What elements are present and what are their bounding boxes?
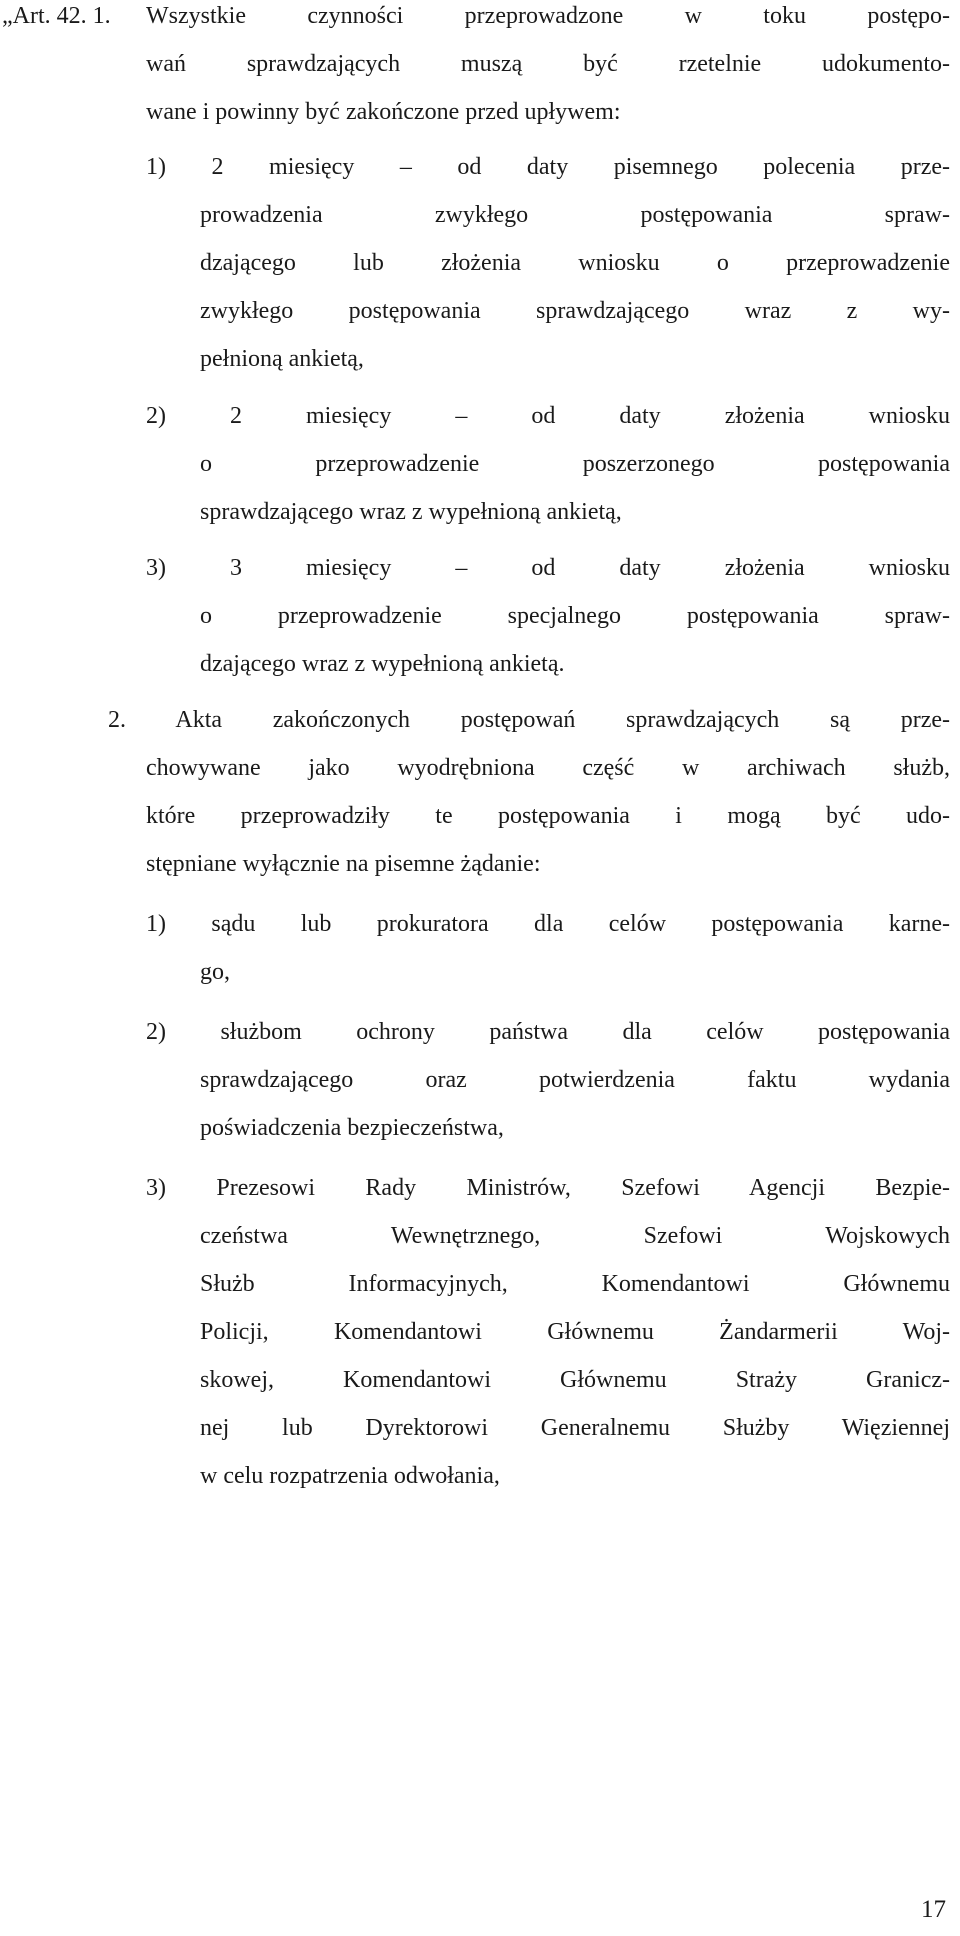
- list-item-line: prowadzenia zwykłego postępowania spraw-: [200, 202, 950, 228]
- list-item-line: dzającego lub złożenia wniosku o przeprowadzenie: [200, 250, 950, 276]
- list-item-line: dzającego wraz z wypełnioną ankietą.: [200, 651, 565, 677]
- list-item-line: go,: [200, 959, 230, 985]
- list-item-line: o przeprowadzenie specjalnego postępowania spraw-: [200, 603, 950, 629]
- text-line: stępniane wyłącznie na pisemne żądanie:: [146, 851, 541, 877]
- list-item-line: skowej, Komendantowi Głównemu Straży Granicz-: [200, 1367, 950, 1393]
- text-line: Wszystkie czynności przeprowadzone w toku postępo-: [146, 3, 950, 29]
- article-heading: „Art. 42. 1.: [2, 3, 111, 29]
- list-item-line: 3) Prezesowi Rady Ministrów, Szefowi Agencji Bezpie-: [146, 1175, 950, 1201]
- list-item-line: 2) 2 miesięcy – od daty złożenia wniosku: [146, 403, 950, 429]
- list-item-line: zwykłego postępowania sprawdzającego wraz z wy-: [200, 298, 950, 324]
- text-line: chowywane jako wyodrębniona część w archiwach służb,: [146, 755, 950, 781]
- text-line: wane i powinny być zakończone przed upływem:: [146, 99, 621, 125]
- list-item-line: Policji, Komendantowi Głównemu Żandarmerii Woj-: [200, 1319, 950, 1345]
- text-line: wań sprawdzających muszą być rzetelnie udokumento-: [146, 51, 950, 77]
- list-item-line: czeństwa Wewnętrznego, Szefowi Wojskowych: [200, 1223, 950, 1249]
- list-item-line: 3) 3 miesięcy – od daty złożenia wniosku: [146, 555, 950, 581]
- list-item-line: w celu rozpatrzenia odwołania,: [200, 1463, 500, 1489]
- list-item-line: Służb Informacyjnych, Komendantowi Głównemu: [200, 1271, 950, 1297]
- list-item-line: nej lub Dyrektorowi Generalnemu Służby Więziennej: [200, 1415, 950, 1441]
- list-item-line: sprawdzającego wraz z wypełnioną ankietą,: [200, 499, 622, 525]
- list-item-line: o przeprowadzenie poszerzonego postępowania: [200, 451, 950, 477]
- text-line: 2. Akta zakończonych postępowań sprawdzających są prze-: [108, 707, 950, 733]
- text-line: które przeprowadziły te postępowania i mogą być udo-: [146, 803, 950, 829]
- list-item-line: 1) sądu lub prokuratora dla celów postępowania karne-: [146, 911, 950, 937]
- list-item-line: 1) 2 miesięcy – od daty pisemnego polecenia prze-: [146, 154, 950, 180]
- list-item-line: poświadczenia bezpieczeństwa,: [200, 1115, 504, 1141]
- list-item-line: sprawdzającego oraz potwierdzenia faktu wydania: [200, 1067, 950, 1093]
- list-item-line: pełnioną ankietą,: [200, 346, 364, 372]
- list-item-line: 2) służbom ochrony państwa dla celów postępowania: [146, 1019, 950, 1045]
- page-number: 17: [921, 1896, 946, 1923]
